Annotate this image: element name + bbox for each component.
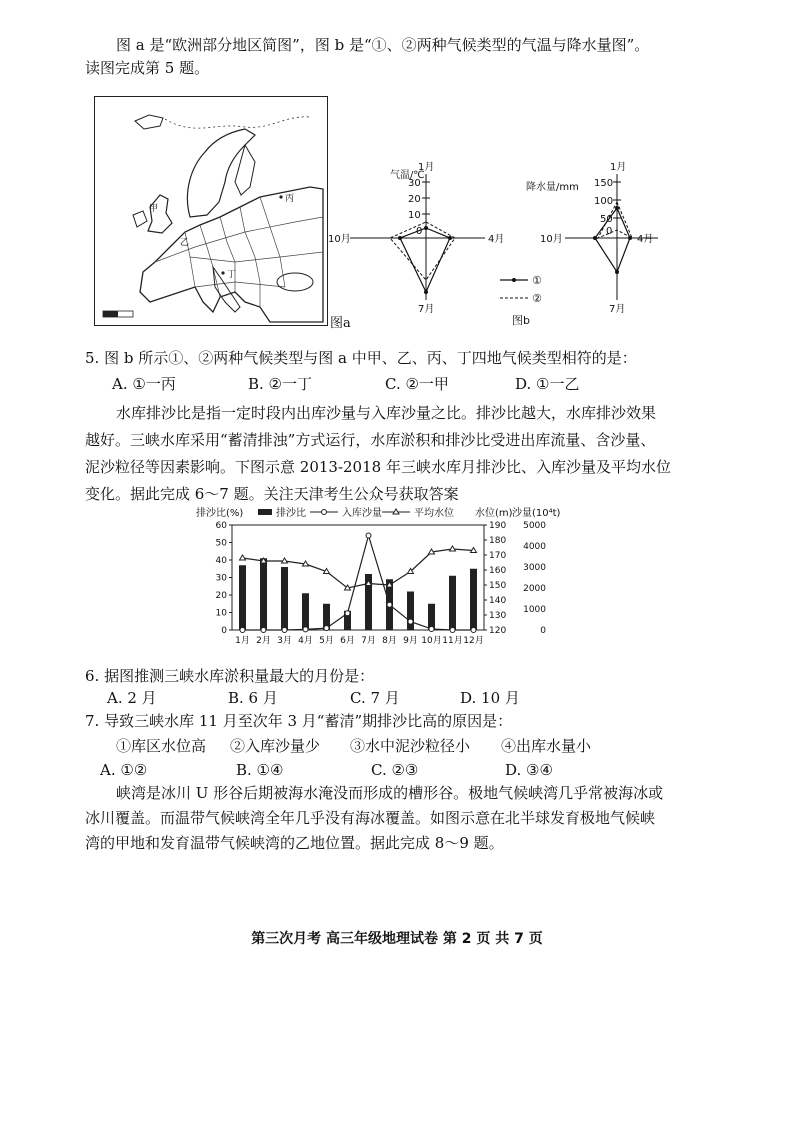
temp-jul: 7月: [418, 304, 435, 315]
chart-right1-tick-label: 130: [489, 611, 507, 621]
chart-right1-tick-label: 170: [489, 551, 507, 561]
q6-option-b[interactable]: B. 6 月: [228, 689, 278, 707]
europe-map-drawing: [95, 97, 327, 325]
precip-tick-150: 150: [594, 178, 614, 189]
chart-right2-tick-label: 0: [540, 626, 546, 636]
temp-tick-30: 30: [408, 178, 421, 189]
q5-stem: 5. 图 b 所示①、②两种气候类型与图 a 中甲、乙、丙、丁四地气候类型相符的是：: [85, 349, 637, 367]
q7-stem: 7. 导致三峡水库 11 月至次年 3 月“蓄清”期排沙比高的原因是：: [85, 712, 513, 730]
map-label-jia: 甲: [149, 204, 159, 214]
map-label-yi: 乙: [180, 238, 190, 248]
chart-legend-bar: 排沙比: [276, 508, 306, 519]
chart-right2-tick-label: 1000: [523, 605, 546, 615]
chart-point-inflow: [471, 628, 476, 633]
chart-point-inflow: [324, 626, 329, 631]
chart-category-label: 10月: [421, 636, 442, 646]
temp-apr: 4月: [488, 234, 505, 245]
chart-right1-tick-label: 140: [489, 596, 507, 606]
chart-point-inflow: [387, 602, 392, 607]
q7-choice-3: ③水中泥沙粒径小: [350, 737, 471, 755]
chart-right1-tick-label: 190: [489, 521, 507, 531]
chart-point-water-level: [240, 555, 246, 560]
chart-point-inflow: [282, 628, 287, 633]
chart-point-inflow: [240, 628, 245, 633]
chart-right1-label: 水位(m): [475, 508, 513, 519]
chart-left-tick-label: 40: [215, 556, 227, 566]
chart-right2-label: 沙量(10⁴t): [512, 508, 561, 519]
chart-category-label: 1月: [235, 636, 250, 646]
chart-line-water-level: [243, 549, 474, 588]
intro5-line2: 读图完成第 5 题。: [85, 59, 210, 77]
chart-bar-sediment-ratio: [260, 558, 267, 630]
q7-choice-1: ①库区水位高: [116, 737, 207, 755]
precip-apr: 4月: [637, 234, 654, 245]
chart-point-inflow: [450, 628, 455, 633]
q7-option-d[interactable]: D. ③④: [505, 761, 553, 779]
intro89-line1: 峡湾是冰川 U 形谷后期被海水淹没而形成的槽形谷。极地气候峡湾几乎常被海冰或: [116, 784, 664, 802]
chart-point-water-level: [450, 546, 456, 551]
radar-legend-2: ②: [532, 292, 542, 305]
precip-tick-0: 0: [606, 226, 613, 237]
chart-point-inflow: [261, 628, 266, 633]
q6-stem: 6. 据图推测三峡水库淤积量最大的月份是：: [85, 667, 375, 685]
q7-choice-4: ④出库水量小: [501, 737, 592, 755]
chart-left-tick-label: 20: [215, 591, 227, 601]
q7-option-c[interactable]: C. ②③: [371, 761, 419, 779]
chart-category-label: 12月: [463, 636, 484, 646]
q6-option-a[interactable]: A. 2 月: [107, 689, 157, 707]
chart-right2-tick-label: 5000: [523, 521, 546, 531]
chart-point-inflow: [429, 626, 434, 631]
intro67-line2: 越好。三峡水库采用“蓄清排浊”方式运行，水库淤积和排沙比受进出库流量、含沙量、: [85, 431, 656, 449]
intro67-line4: 变化。据此完成 6～7 题。关注天津考生公众号获取答案: [85, 485, 459, 503]
precip-axis-label: 降水量/mm: [526, 182, 579, 193]
chart-left-tick-label: 30: [215, 573, 227, 584]
q5-option-a[interactable]: A. ①一丙: [112, 375, 176, 393]
chart-category-label: 6月: [340, 636, 355, 646]
radar-figure: [330, 160, 660, 330]
chart-left-axis-label: 排沙比(%): [196, 508, 244, 519]
chart-bar-sediment-ratio: [302, 593, 309, 630]
chart-legend-level: 平均水位: [414, 508, 454, 519]
chart-right1-tick-label: 150: [489, 581, 507, 591]
precipitation-radar: [526, 161, 658, 315]
chart-legend-inflow: 入库沙量: [342, 508, 382, 519]
temp-axis-label: 气温/℃: [390, 170, 425, 181]
chart-category-label: 5月: [319, 636, 334, 646]
map-caption: 图a: [330, 316, 351, 331]
temp-tick-20: 20: [408, 194, 421, 205]
precip-tick-100: 100: [594, 196, 614, 207]
page-footer: 第三次月考 高三年级地理试卷 第 2 页 共 7 页: [251, 931, 543, 947]
q7-option-b[interactable]: B. ①④: [236, 761, 284, 779]
q6-option-d[interactable]: D. 10 月: [460, 689, 520, 707]
chart-bar-sediment-ratio: [239, 565, 246, 630]
chart-right2-tick-label: 3000: [523, 563, 546, 573]
map-label-bing: 丙: [285, 194, 295, 204]
precip-jul: 7月: [609, 304, 626, 315]
chart-category-label: 2月: [256, 636, 271, 646]
chart-point-inflow: [345, 611, 350, 616]
chart-left-tick-label: 50: [215, 538, 227, 549]
radar-legend: [500, 274, 542, 327]
intro67-line3: 泥沙粒径等因素影响。下图示意 2013-2018 年三峡水库月排沙比、入库沙量及平均水位: [85, 458, 671, 476]
chart-category-label: 9月: [403, 636, 418, 646]
temp-tick-0: 0: [416, 226, 423, 237]
radar-caption: 图b: [512, 314, 530, 327]
q7-choice-2: ②入库沙量少: [230, 737, 321, 755]
chart-bar-sediment-ratio: [281, 567, 288, 630]
temp-oct: 10月: [328, 234, 351, 245]
chart-right1-tick-label: 160: [489, 566, 507, 576]
chart-bar-sediment-ratio: [470, 569, 477, 630]
chart-bar-sediment-ratio: [449, 576, 456, 630]
radar-legend-1: ①: [532, 274, 542, 287]
intro5-line1: 图 a 是“欧洲部分地区简图”，图 b 是“①、②两种气候类型的气温与降水量图”。: [116, 36, 650, 54]
q7-option-a[interactable]: A. ①②: [100, 761, 148, 779]
chart-point-inflow: [366, 533, 371, 538]
temp-tick-10: 10: [408, 210, 421, 221]
q6-option-c[interactable]: C. 7 月: [350, 689, 400, 707]
chart-plot-frame: [232, 525, 484, 630]
precip-jan: 1月: [610, 162, 627, 173]
q5-option-d[interactable]: D. ①一乙: [515, 375, 580, 393]
precip-tick-50: 50: [600, 214, 613, 225]
chart-category-label: 3月: [277, 636, 292, 646]
q5-option-b[interactable]: B. ②一丁: [248, 375, 313, 393]
chart-left-tick-label: 0: [221, 626, 227, 636]
chart-line-inflow: [243, 536, 474, 631]
chart-category-label: 4月: [298, 636, 313, 646]
chart-right1-tick-label: 120: [489, 626, 507, 636]
chart-right2-tick-label: 2000: [523, 584, 546, 594]
reservoir-chart: [192, 503, 561, 653]
chart-category-label: 8月: [382, 636, 397, 646]
intro89-line3: 湾的甲地和发育温带气候峡湾的乙地位置。据此完成 8～9 题。: [85, 834, 504, 852]
q5-option-c[interactable]: C. ②一甲: [385, 375, 449, 393]
chart-point-inflow: [408, 619, 413, 624]
precip-oct: 10月: [540, 234, 563, 245]
map-label-ding: 丁: [227, 270, 237, 280]
europe-map: [94, 96, 328, 326]
chart-point-inflow: [303, 627, 308, 632]
chart-left-tick-label: 60: [215, 521, 227, 531]
chart-right2-tick-label: 4000: [523, 542, 546, 552]
temperature-radar: [328, 161, 504, 315]
chart-left-tick-label: 10: [215, 608, 227, 619]
chart-category-label: 11月: [442, 636, 463, 646]
intro67-line1: 水库排沙比是指一定时段内出库沙量与入库沙量之比。排沙比越大，水库排沙效果: [116, 404, 657, 422]
temp-jan: 1月: [418, 162, 435, 173]
intro89-line2: 冰川覆盖。而温带气候峡湾全年几乎没有海冰覆盖。如图示意在北半球发育极地气候峡: [85, 809, 656, 827]
chart-right1-tick-label: 180: [489, 536, 507, 546]
chart-category-label: 7月: [361, 636, 376, 646]
